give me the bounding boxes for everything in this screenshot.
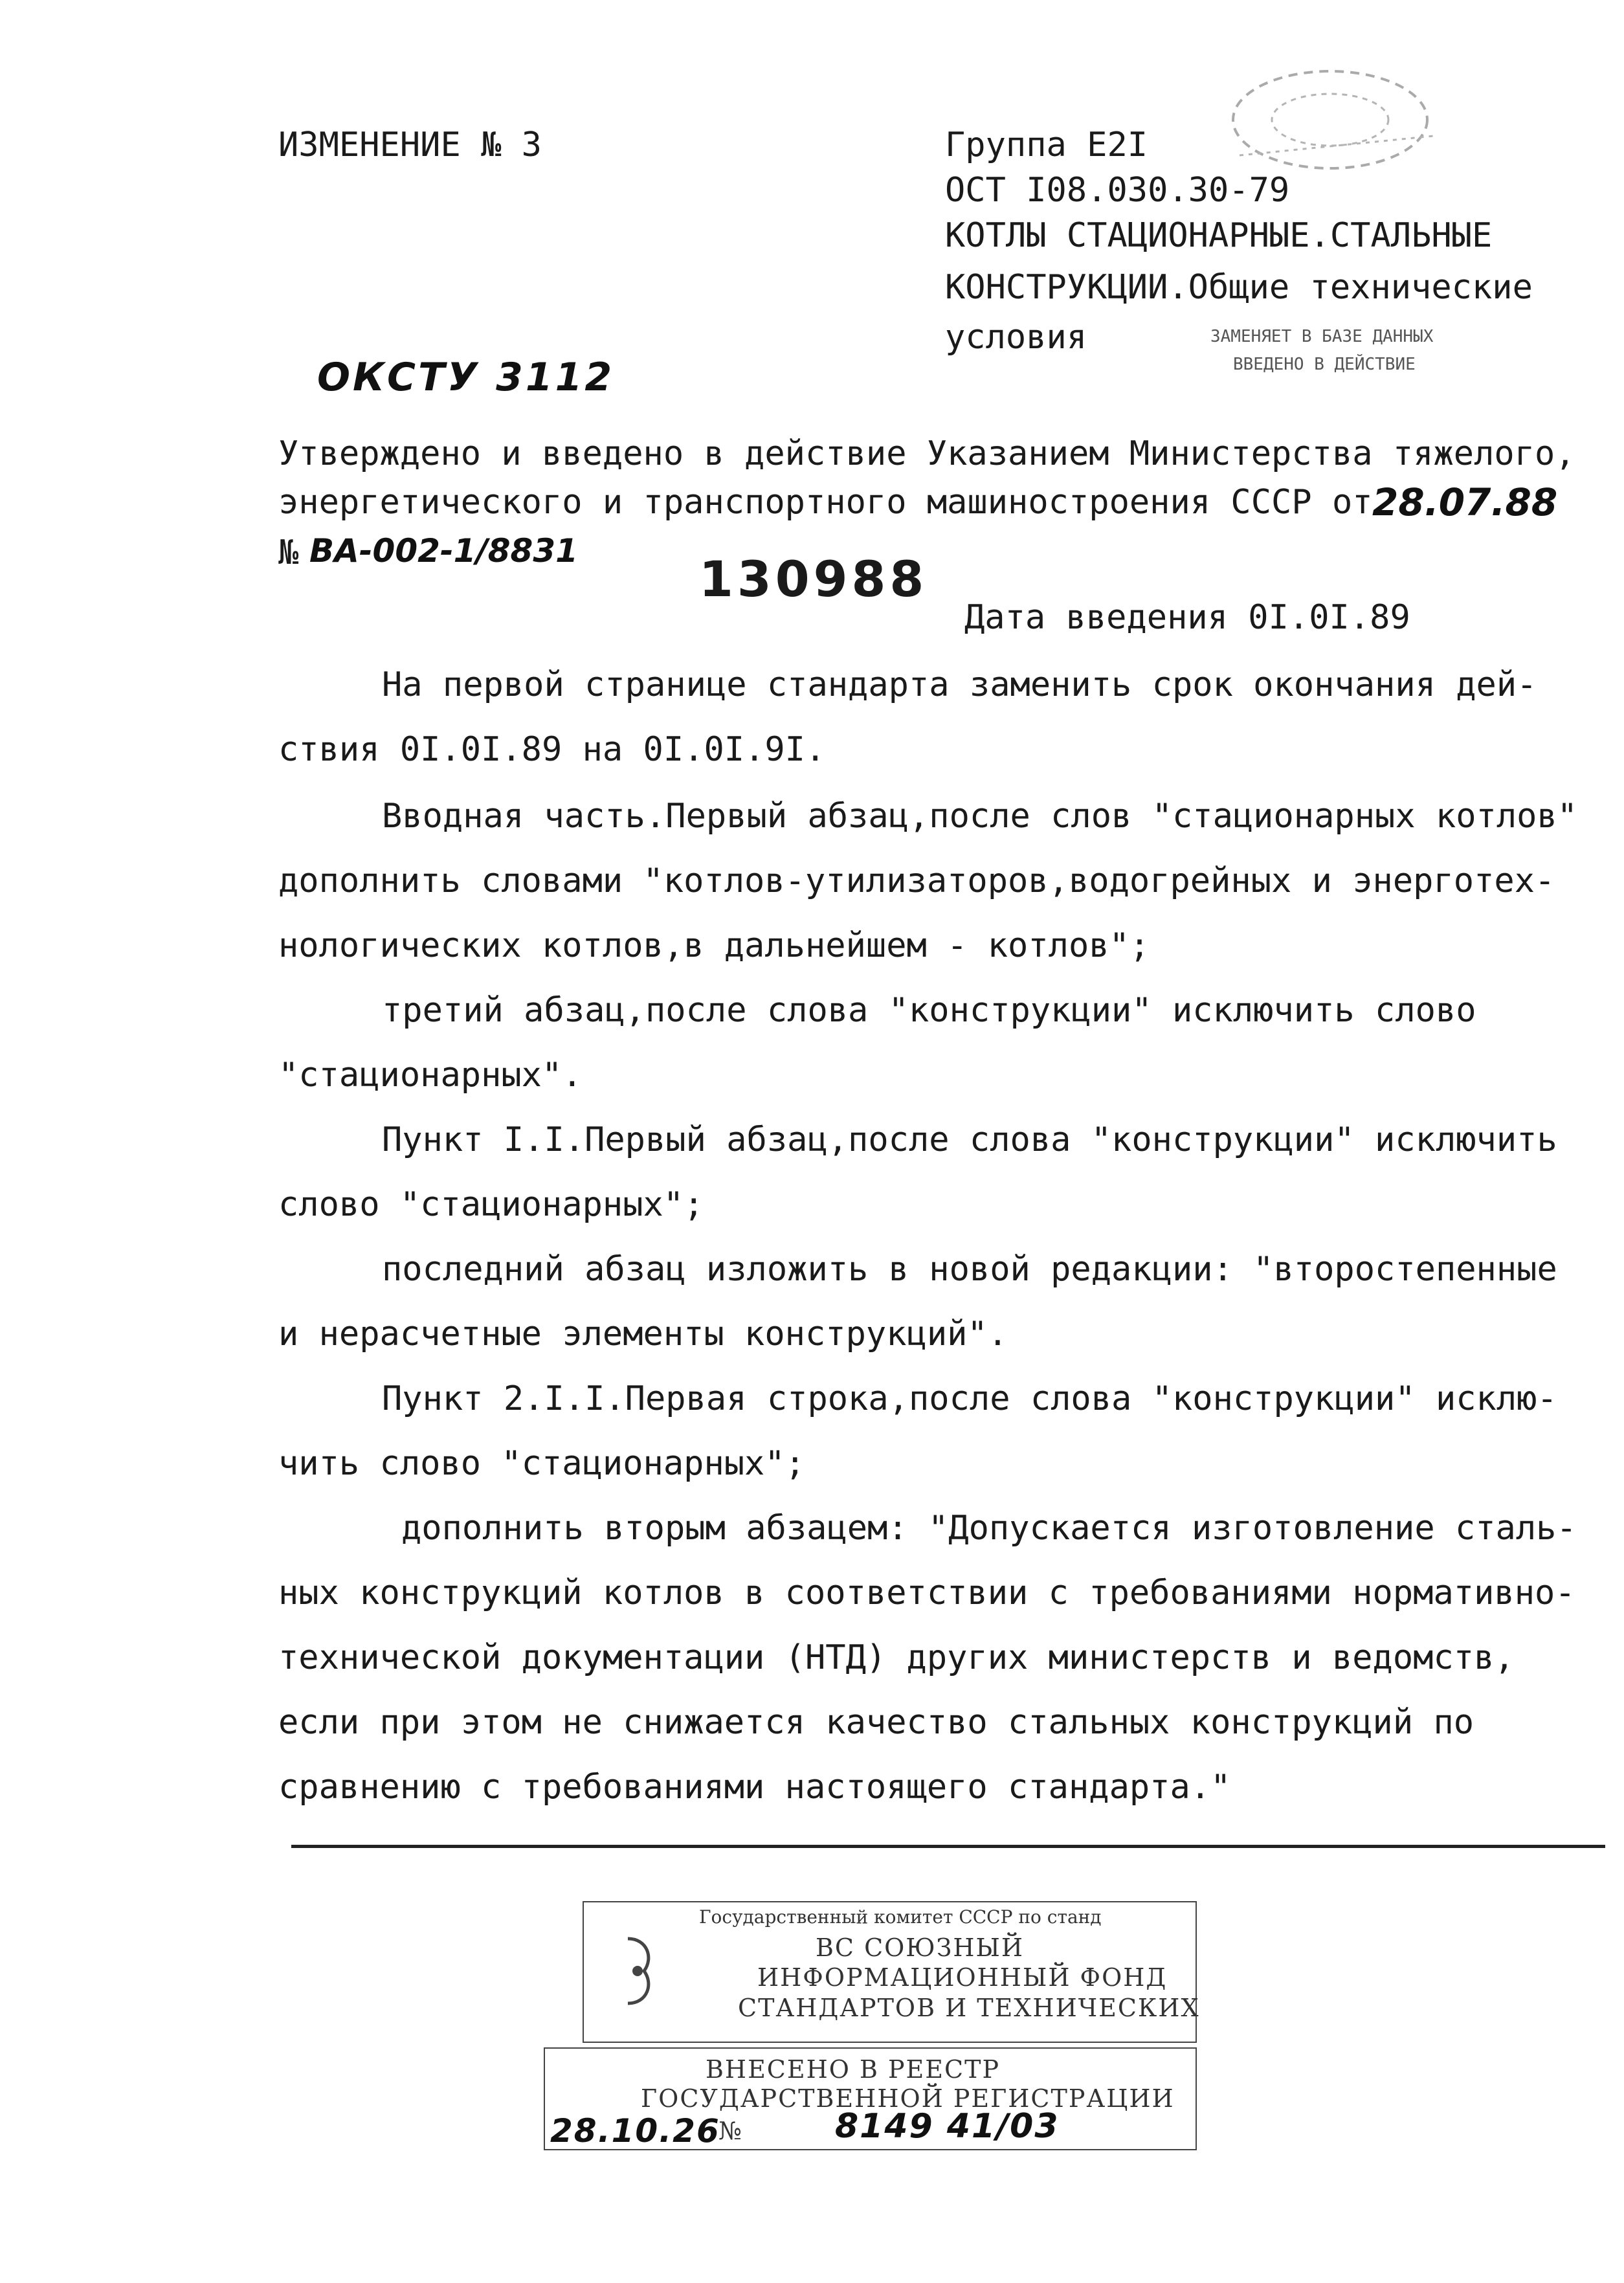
stamp-faded-line-1: ЗАМЕНЯЕТ В БАЗЕ ДАННЫХ — [1210, 327, 1434, 346]
stamp-line-3: ИНФОРМАЦИОННЫЙ ФОНД — [757, 1963, 1168, 1992]
body-line: и нерасчетные элементы конструкций". — [278, 1315, 1008, 1353]
body-line: ных конструкций котлов в соответствии с требованиями нормативно- — [278, 1574, 1575, 1612]
standard-title-line-1: КОТЛЫ СТАЦИОНАРНЫЕ.СТАЛЬНЫЕ — [945, 216, 1493, 255]
stamp-committee-text: Государственный комитет СССР по станд — [699, 1906, 1102, 1928]
okstu-code-handwritten: ОКСТУ 3112 — [317, 355, 615, 400]
group-code: Группа Е2I — [945, 126, 1148, 164]
stamp-faded-line-2: ВВЕДЕНО В ДЕЙСТВИЕ — [1233, 355, 1416, 374]
body-line: нологических котлов,в дальнейшем - котлов"; — [278, 926, 1150, 965]
registration-stamp — [544, 1893, 1200, 2152]
approval-number-prefix: № — [278, 533, 299, 572]
body-line: "стационарных". — [278, 1056, 583, 1095]
body-line: дополнить словами "котлов-утилизаторов,водогрейных и энерготех- — [278, 862, 1555, 900]
stamp-reg-no-label: № — [718, 2117, 743, 2145]
change-number: ИЗМЕНЕНИЕ № 3 — [278, 126, 542, 164]
body-line: Пункт I.I.Первый абзац,после слова "конструкции" исключить — [382, 1120, 1557, 1159]
approval-date-handwritten: 28.07.88 — [1372, 480, 1558, 524]
body-line: дополнить вторым абзацем: "Допускается изготовление сталь- — [401, 1509, 1577, 1548]
body-line: сравнению с требованиями настоящего стандарта." — [278, 1768, 1231, 1807]
body-line: чить слово "стационарных"; — [278, 1444, 805, 1483]
body-line: третий абзац,после слова "конструкции" исключить слово — [382, 991, 1476, 1030]
registry-number: 130988 — [699, 550, 928, 608]
stamp-line-2: ВС СОЮЗНЫЙ — [816, 1933, 1024, 1962]
approval-line-1: Утверждено и введено в действие Указанием Министерства тяжелого, — [278, 434, 1575, 473]
body-line: технической документации (НТД) других министерств и ведомств, — [278, 1638, 1515, 1677]
body-line: Вводная часть.Первый абзац,после слов "стационарных котлов" — [382, 797, 1578, 836]
emblem-icon — [615, 1932, 660, 2010]
effective-date: Дата введения 0I.0I.89 — [964, 598, 1410, 637]
body-line: последний абзац изложить в новой редакции: "второстепенные — [382, 1250, 1557, 1289]
standard-number: ОСТ I08.030.30-79 — [945, 171, 1290, 210]
approval-number-handwritten: ВА-002-1/8831 — [309, 532, 578, 570]
stamp-line-5: ВНЕСЕНО В РЕЕСТР — [706, 2055, 1001, 2084]
section-divider — [291, 1845, 1605, 1848]
stamp-reg-no-handwritten: 8149 41/03 — [835, 2107, 1060, 2146]
body-line: если при этом не снижается качество стальных конструкций по — [278, 1703, 1474, 1742]
body-line: слово "стационарных"; — [278, 1185, 704, 1224]
standard-title-line-2: КОНСТРУКЦИИ.Общие технические — [945, 268, 1533, 307]
stamp-line-4: СТАНДАРТОВ И ТЕХНИЧЕСКИХ — [738, 1994, 1200, 2022]
body-line: ствия 0I.0I.89 на 0I.0I.9I. — [278, 730, 826, 769]
stamp-line-6: ГОСУДАРСТВЕННОЙ РЕГИСТРАЦИИ — [641, 2084, 1175, 2113]
body-line: На первой странице стандарта заменить срок окончания дей- — [382, 665, 1537, 704]
standard-title-line-3: условия — [945, 318, 1087, 357]
approval-line-2: энергетического и транспортного машиностроения СССР от — [278, 483, 1373, 522]
body-line: Пункт 2.I.I.Первая строка,после слова "конструкции" исклю- — [382, 1379, 1557, 1418]
stamp-reg-date-handwritten: 28.10.26 — [550, 2112, 720, 2150]
